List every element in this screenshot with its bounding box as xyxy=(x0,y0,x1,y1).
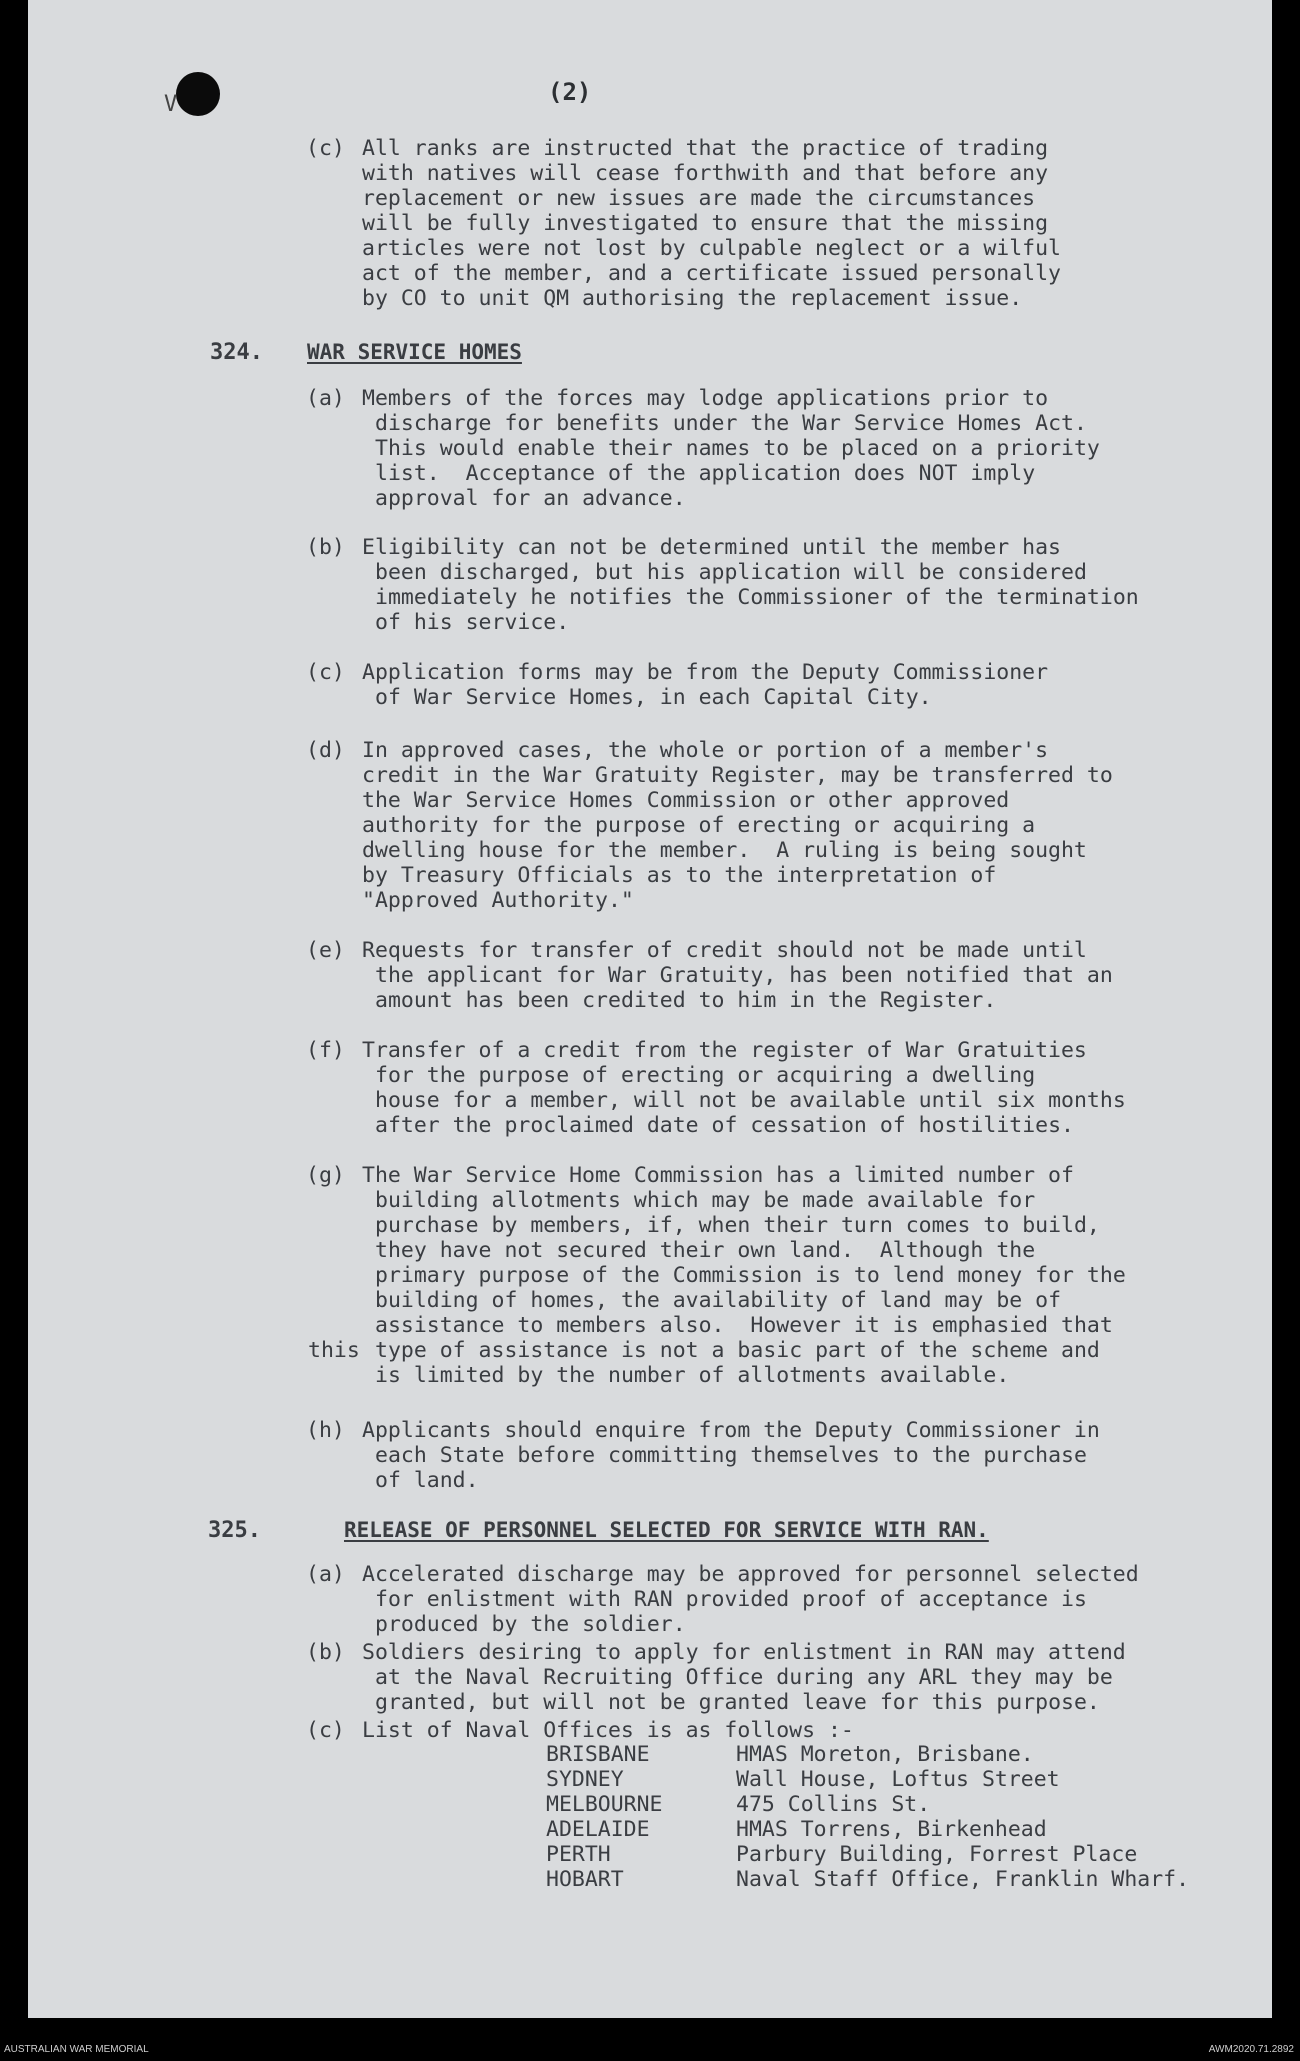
text-line: with natives will cease forthwith and that before any xyxy=(362,161,1049,186)
para-first-line xyxy=(362,386,1048,411)
text-line: by Treasury Officials as to the interpretation of xyxy=(362,863,997,888)
text-line: approval for an advance. xyxy=(375,486,686,511)
margin-word: this xyxy=(308,1338,360,1363)
para-first-line xyxy=(362,938,1087,963)
office-address: Naval Staff Office, Franklin Wharf. xyxy=(736,1867,1190,1892)
para-first-line xyxy=(362,535,1061,560)
naval-offices-list xyxy=(546,1742,1189,1892)
office-city: ADELAIDE xyxy=(546,1817,650,1842)
text-line: replacement or new issues are made the circumstances xyxy=(362,186,1036,211)
text-line: primary purpose of the Commission is to lend money for the xyxy=(375,1263,1126,1288)
text-line: of land. xyxy=(375,1468,479,1493)
para-continuation xyxy=(375,411,1100,511)
office-address: 475 Collins St. xyxy=(736,1792,931,1817)
para-first-line xyxy=(362,1562,1139,1587)
office-row xyxy=(546,1767,1189,1792)
office-city: MELBOURNE xyxy=(546,1792,663,1817)
text-line: for enlistment with RAN provided proof of acceptance is xyxy=(375,1587,1087,1612)
text-line: will be fully investigated to ensure that the missing xyxy=(362,211,1049,236)
text-line: the applicant for War Gratuity, has been notified that an xyxy=(375,963,1113,988)
text-line: "Approved Authority." xyxy=(362,888,634,913)
text-line: for the purpose of erecting or acquiring a dwelling xyxy=(375,1063,1036,1088)
office-row xyxy=(546,1742,1189,1767)
text-line: All ranks are instructed that the practice of trading xyxy=(362,136,1049,161)
text-line: Soldiers desiring to apply for enlistment in RAN may attend xyxy=(362,1640,1126,1665)
text-line: purchase by members, if, when their turn comes to build, xyxy=(375,1213,1100,1238)
text-line: the War Service Homes Commission or other approved xyxy=(362,788,1010,813)
para-label: (a) xyxy=(306,386,345,411)
text-line: been discharged, but his application will be considered xyxy=(375,560,1087,585)
office-row xyxy=(546,1842,1189,1867)
para-label: (d) xyxy=(306,738,345,763)
para-continuation xyxy=(362,763,1113,913)
page-number: (2) xyxy=(548,78,592,106)
para-label: (e) xyxy=(306,938,345,963)
para-first-line xyxy=(362,660,1048,685)
text-line: building of homes, the availability of land may be of xyxy=(375,1288,1062,1313)
para-label: (b) xyxy=(306,1640,345,1665)
text-line: after the proclaimed date of cessation of hostilities. xyxy=(375,1113,1074,1138)
text-line: each State before committing themselves to the purchase xyxy=(375,1443,1087,1468)
para-first-line xyxy=(362,1163,1074,1188)
text-line: discharge for benefits under the War Service Homes Act. xyxy=(375,411,1087,436)
para-label: (h) xyxy=(306,1418,345,1443)
text-line: act of the member, and a certificate issued personally xyxy=(362,261,1061,286)
text-line: building allotments which may be made available for xyxy=(375,1188,1036,1213)
text-line: credit in the War Gratuity Register, may be transferred to xyxy=(362,763,1113,788)
section-324-heading: WAR SERVICE HOMES xyxy=(307,340,522,364)
text-line: by CO to unit QM authorising the replacement issue. xyxy=(362,286,1023,311)
text-line: articles were not lost by culpable neglect or a wilful xyxy=(362,236,1061,261)
text-line: is limited by the number of allotments available. xyxy=(375,1363,1010,1388)
office-row xyxy=(546,1817,1189,1842)
para-first-line xyxy=(362,1418,1100,1443)
text-line: In approved cases, the whole or portion of a member's xyxy=(362,738,1049,763)
para-continuation xyxy=(375,685,932,710)
office-city: HOBART xyxy=(546,1867,624,1892)
para-continuation xyxy=(375,1443,1087,1493)
para-continuation xyxy=(375,1188,1126,1388)
office-row xyxy=(546,1867,1189,1892)
para-continuation xyxy=(375,1063,1126,1138)
text-line: at the Naval Recruiting Office during any ARL they may be xyxy=(375,1665,1113,1690)
text-line: authority for the purpose of erecting or acquiring a xyxy=(362,813,1036,838)
text-line: Requests for transfer of credit should not be made until xyxy=(362,938,1087,963)
para-label: (g) xyxy=(306,1163,345,1188)
section-325-heading: RELEASE OF PERSONNEL SELECTED FOR SERVICE WITH RAN. xyxy=(344,1518,989,1542)
office-row xyxy=(546,1792,1189,1817)
para-first-line xyxy=(362,1038,1087,1063)
office-city: BRISBANE xyxy=(546,1742,650,1767)
text-line: This would enable their names to be placed on a priority xyxy=(375,436,1100,461)
text-line: Applicants should enquire from the Deputy Commissioner in xyxy=(362,1418,1100,1443)
office-address: HMAS Torrens, Birkenhead xyxy=(736,1817,1047,1842)
para-first-line xyxy=(362,1640,1126,1665)
text-line: Accelerated discharge may be approved for personnel selected xyxy=(362,1562,1139,1587)
office-city: SYDNEY xyxy=(546,1767,624,1792)
office-address: Parbury Building, Forrest Place xyxy=(736,1842,1138,1867)
para-continuation xyxy=(375,1587,1087,1637)
text-line: amount has been credited to him in the Register. xyxy=(375,988,997,1013)
para-label: (b) xyxy=(306,535,345,560)
office-address: Wall House, Loftus Street xyxy=(736,1767,1060,1792)
para-label: (f) xyxy=(306,1038,345,1063)
text-line: house for a member, will not be available until six months xyxy=(375,1088,1126,1113)
para-first-line xyxy=(362,1718,854,1743)
intro-para-text xyxy=(362,136,1061,311)
para-label: (c) xyxy=(306,660,345,685)
section-325-number: 325. xyxy=(208,1518,261,1543)
text-line: Transfer of a credit from the register of War Gratuities xyxy=(362,1038,1087,1063)
text-line: Application forms may be from the Deputy Commissioner xyxy=(362,660,1049,685)
footer-left: AUSTRALIAN WAR MEMORIAL xyxy=(4,2044,149,2055)
text-line: immediately he notifies the Commissioner of the termination xyxy=(375,585,1139,610)
text-line: list. Acceptance of the application does NOT imply xyxy=(375,461,1036,486)
text-line: List of Naval Offices is as follows :- xyxy=(362,1718,854,1743)
text-line: of War Service Homes, in each Capital City. xyxy=(375,685,932,710)
text-line: granted, but will not be granted leave for this purpose. xyxy=(375,1690,1100,1715)
office-city: PERTH xyxy=(546,1842,611,1867)
text-line: produced by the soldier. xyxy=(375,1612,686,1637)
para-continuation xyxy=(375,963,1113,1013)
footer-right: AWM2020.71.2892 xyxy=(1208,2044,1294,2055)
intro-para-label: (c) xyxy=(306,136,345,161)
office-address: HMAS Moreton, Brisbane. xyxy=(736,1742,1034,1767)
punch-hole xyxy=(176,72,220,116)
para-label: (a) xyxy=(306,1562,345,1587)
text-line: they have not secured their own land. Although the xyxy=(375,1238,1036,1263)
text-line: of his service. xyxy=(375,610,570,635)
para-first-line xyxy=(362,738,1048,763)
margin-mark: V xyxy=(164,92,178,117)
document-page xyxy=(28,0,1272,2018)
section-324-number: 324. xyxy=(210,340,263,365)
text-line: Members of the forces may lodge applications prior to xyxy=(362,386,1049,411)
text-line: Eligibility can not be determined until the member has xyxy=(362,535,1061,560)
para-label: (c) xyxy=(306,1718,345,1743)
text-line: assistance to members also. However it is emphasied that xyxy=(375,1313,1113,1338)
text-line: type of assistance is not a basic part of the scheme and xyxy=(375,1338,1100,1363)
para-continuation xyxy=(375,560,1139,635)
text-line: dwelling house for the member. A ruling is being sought xyxy=(362,838,1087,863)
text-line: The War Service Home Commission has a limited number of xyxy=(362,1163,1074,1188)
para-continuation xyxy=(375,1665,1113,1715)
